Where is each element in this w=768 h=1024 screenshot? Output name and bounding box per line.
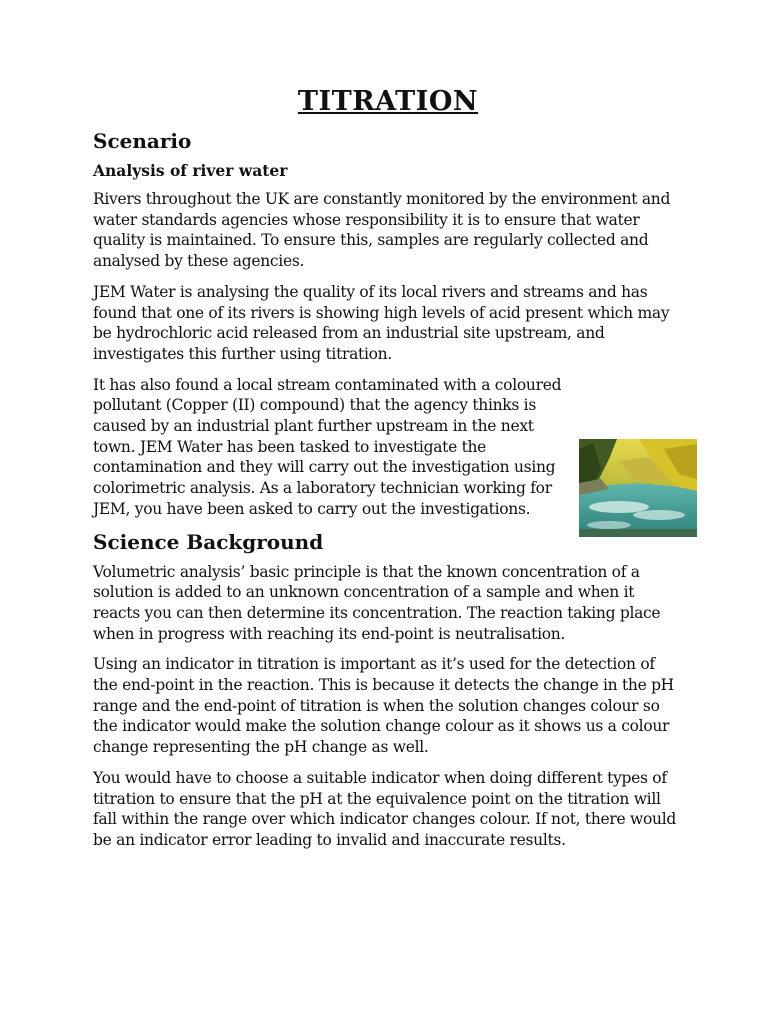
background-paragraph: Using an indicator in titration is important as it’s used for the detection of the end-point in the reaction. This is because it detects the change in the pH range and the end-point of titration is when the solution changes colour so the indicator would make the solution change colour as it shows us a colour change representing the pH change as well. (93, 655, 674, 757)
document-page (93, 86, 683, 861)
background-paragraph: You would have to choose a suitable indicator when doing different types of titration to ensure that the pH at the equivalence point on the titration will fall within the range over which indicator changes colour. If not, there would be an indicator error leading to invalid and inaccurate results. (93, 768, 676, 849)
scenario-heading: Scenario (93, 129, 192, 153)
scenario-paragraph: JEM Water is analysing the quality of its local rivers and streams and has found that one of its rivers is showing high levels of acid present which may be hydrochloric acid released from an industrial site upstream, and investigates this further using titration. (93, 282, 670, 363)
scenario-paragraph: It has also found a local stream contaminated with a coloured pollutant (Copper (II) compound) that the agency thinks is caused by an industrial plant further upstream in the next town. JEM Water has been tasked to investigate the contamination and they will carry out the investigation using colorimetric analysis. As a laboratory technician working for JEM, you have been asked to carry out the investigations. (93, 375, 562, 518)
science-background-heading: Science Background (93, 529, 324, 554)
river-photo (579, 439, 697, 537)
scenario-paragraph-with-image (93, 375, 683, 520)
document-title: TITRATION (297, 86, 479, 117)
scenario-subheading: Analysis of river water (93, 161, 288, 180)
background-paragraph: Volumetric analysis’ basic principle is that the known concentration of a solution is added to an unknown concentration of a sample and when it reacts you can then determine its concentration. The reaction taking place when in progress with reaching its end-point is neutralisation. (93, 562, 661, 643)
scenario-paragraph: Rivers throughout the UK are constantly monitored by the environment and water standards agencies whose responsibility it is to ensure that water quality is maintained. To ensure this, samples are regularly collected and analysed by these agencies. (93, 190, 671, 271)
